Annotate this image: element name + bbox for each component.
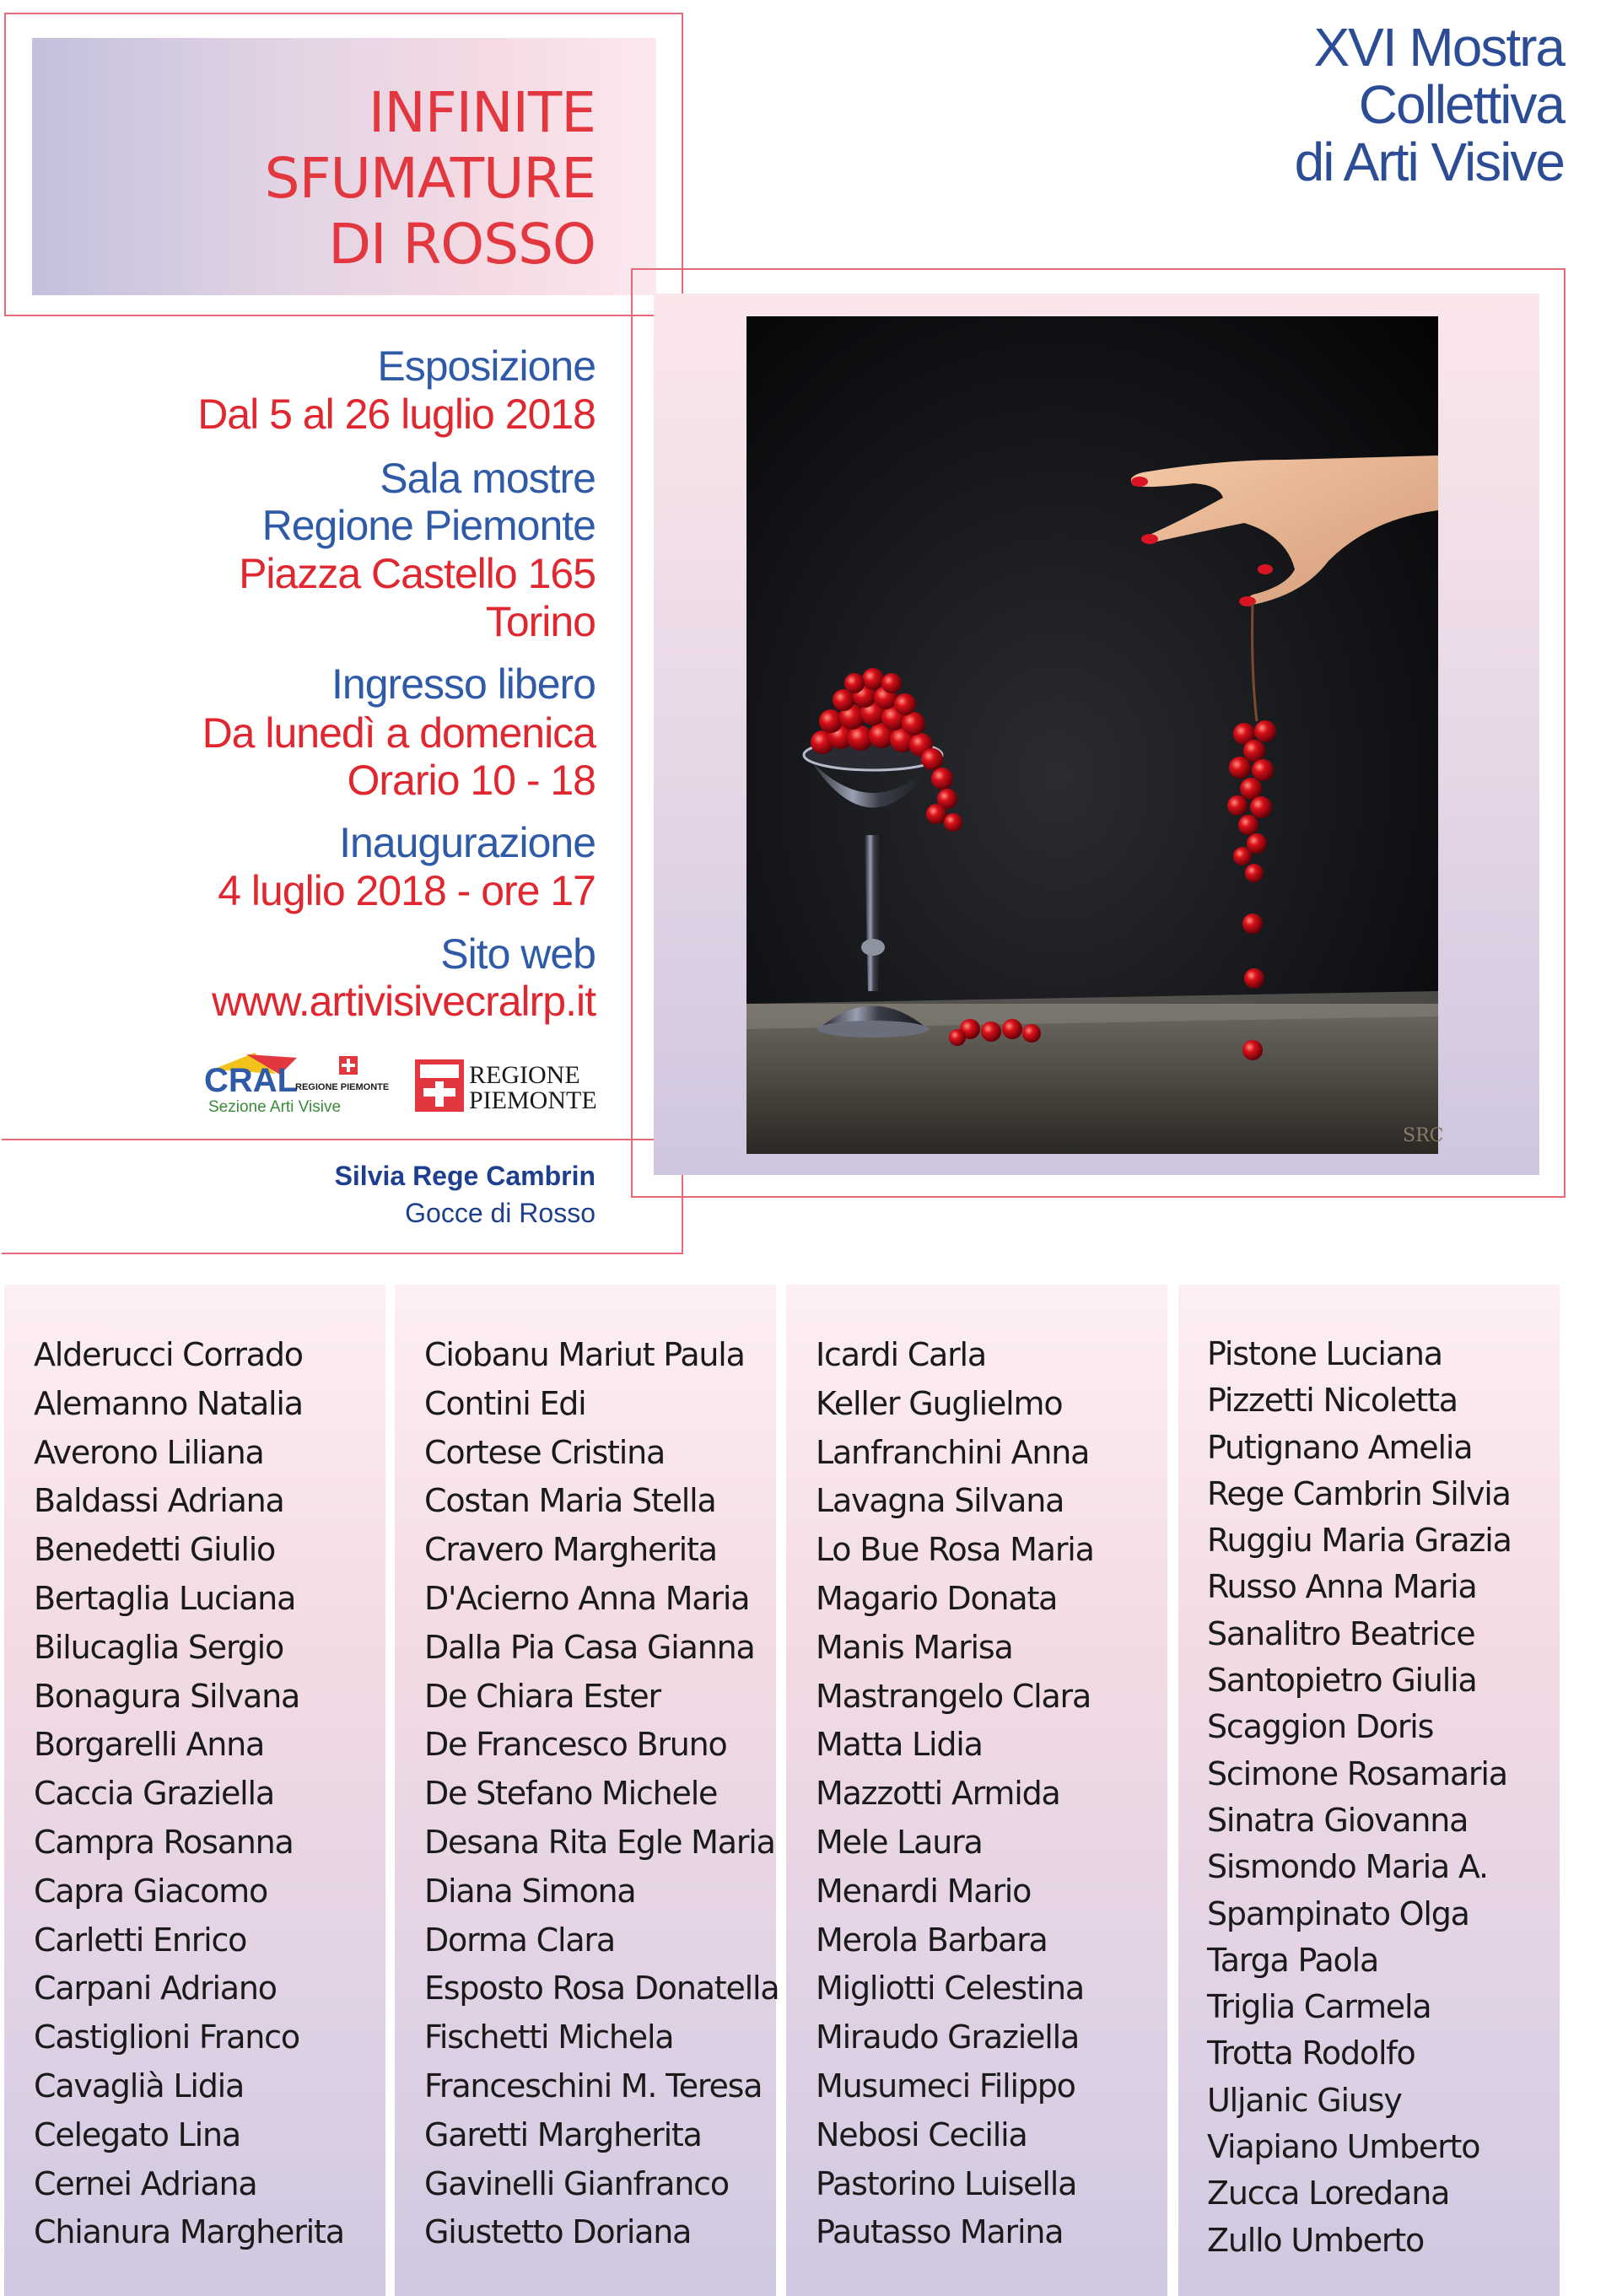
artist-name: Baldassi Adriana: [34, 1482, 284, 1520]
artist-name: Uljanic Giusy: [1207, 2081, 1402, 2119]
artist-name: Desana Rita Egle Maria: [424, 1823, 775, 1861]
cral-section: Sezione Arti Visive: [208, 1098, 342, 1116]
artist-name: Rege Cambrin Silvia: [1207, 1474, 1511, 1512]
artist-name: Zullo Umberto: [1207, 2221, 1425, 2259]
venue-city: Torino: [485, 598, 596, 645]
artist-name: De Francesco Bruno: [424, 1726, 727, 1764]
caption-frame: [2, 1139, 683, 1254]
regione-piemonte-logo: [415, 1058, 601, 1113]
artist-name: Cavaglià Lidia: [34, 2067, 245, 2105]
artist-name: Menardi Mario: [816, 1872, 1032, 1910]
artist-name: Bertaglia Luciana: [34, 1579, 296, 1617]
artist-name: Averono Liliana: [34, 1433, 264, 1471]
artists-column-1: [4, 1285, 385, 2296]
artist-name: Matta Lidia: [816, 1726, 983, 1764]
artist-name: Russo Anna Maria: [1207, 1568, 1477, 1606]
artist-name: Fischetti Michela: [424, 2018, 674, 2056]
artist-name: Icardi Carla: [816, 1336, 986, 1373]
artist-name: Ciobanu Mariut Paula: [424, 1336, 745, 1373]
website-label: Sito web: [440, 930, 596, 978]
artist-name: Ruggiu Maria Grazia: [1207, 1522, 1512, 1560]
artist-name: Alderucci Corrado: [34, 1336, 303, 1373]
painting-image: [746, 316, 1444, 1154]
regione-line1: REGIONE: [469, 1061, 580, 1089]
artist-name: Caccia Graziella: [34, 1775, 274, 1813]
venue-line1: Sala mostre: [380, 455, 596, 502]
exhibition-dates: Dal 5 al 26 luglio 2018: [197, 391, 596, 438]
artist-name: Manis Marisa: [816, 1628, 1013, 1666]
artist-name: Campra Rosanna: [34, 1823, 294, 1861]
artist-name: Zucca Loredana: [1207, 2175, 1450, 2212]
artist-name: Lavagna Silvana: [816, 1482, 1064, 1520]
artist-name: De Chiara Ester: [424, 1677, 660, 1715]
artist-name: Miraudo Graziella: [816, 2018, 1080, 2056]
exhibition-label: Esposizione: [377, 342, 596, 390]
artist-name: Lanfranchini Anna: [816, 1433, 1090, 1471]
venue-line2: Regione Piemonte: [261, 502, 596, 549]
artist-name: De Stefano Michele: [424, 1775, 718, 1813]
artist-name: Targa Paola: [1207, 1941, 1379, 1979]
artist-name: Costan Maria Stella: [424, 1482, 716, 1520]
artist-name: Sinatra Giovanna: [1207, 1801, 1469, 1839]
artist-name: Carletti Enrico: [34, 1921, 247, 1959]
artist-name: Contini Edi: [424, 1384, 586, 1422]
artist-name: Mazzotti Armida: [816, 1775, 1060, 1813]
artist-name: Viapiano Umberto: [1207, 2128, 1480, 2166]
painting-author: Silvia Rege Cambrin: [334, 1161, 596, 1191]
entry-label: Ingresso libero: [331, 660, 596, 708]
cral-wordmark: CRAL: [204, 1062, 299, 1099]
artist-name: Trotta Rodolfo: [1207, 2035, 1415, 2072]
artist-name: Cortese Cristina: [424, 1433, 666, 1471]
cral-logo: [196, 1053, 390, 1116]
artist-name: Scimone Rosamaria: [1207, 1754, 1507, 1792]
artists-list-1: [34, 1331, 344, 2257]
artist-name: Magario Donata: [816, 1579, 1058, 1617]
exhibition-title: INFINITE SFUMATURE DI ROSSO: [264, 80, 596, 277]
artist-name: Sanalitro Beatrice: [1207, 1614, 1475, 1652]
artist-name: Capra Giacomo: [34, 1872, 268, 1910]
artist-name: Keller Guglielmo: [816, 1384, 1063, 1422]
artist-name: Diana Simona: [424, 1872, 636, 1910]
artist-name: Lo Bue Rosa Maria: [816, 1531, 1094, 1569]
artist-name: Pizzetti Nicoletta: [1207, 1382, 1458, 1420]
artist-name: Chianura Margherita: [34, 2213, 344, 2251]
artist-name: Nebosi Cecilia: [816, 2115, 1027, 2153]
artist-name: Franceschini M. Teresa: [424, 2067, 763, 2105]
painting-signature: SRC: [1403, 1125, 1444, 1146]
artist-name: Mele Laura: [816, 1823, 983, 1861]
opening-days: Da lunedì a domenica: [202, 709, 596, 757]
artist-name: Alemanno Natalia: [34, 1384, 303, 1422]
artists-list-2: [424, 1331, 779, 2257]
artist-name: Santopietro Giulia: [1207, 1662, 1477, 1700]
inauguration-date: 4 luglio 2018 - ore 17: [218, 867, 596, 914]
artist-name: Dalla Pia Casa Gianna: [424, 1628, 755, 1666]
artist-name: Carpani Adriano: [34, 1970, 277, 2008]
artist-name: Giustetto Doriana: [424, 2213, 692, 2251]
artist-name: Esposto Rosa Donatella: [424, 1970, 779, 2008]
artist-name: Sismondo Maria A.: [1207, 1848, 1488, 1886]
artist-name: Castiglioni Franco: [34, 2018, 299, 2056]
opening-hours: Orario 10 - 18: [347, 757, 596, 804]
artist-name: Pistone Luciana: [1207, 1335, 1442, 1372]
edition-heading: XVI Mostra Collettiva di Arti Visive: [1294, 17, 1564, 192]
artist-name: Merola Barbara: [816, 1921, 1048, 1959]
regione-line2: PIEMONTE: [469, 1086, 597, 1114]
artist-name: Benedetti Giulio: [34, 1531, 276, 1569]
artist-name: Musumeci Filippo: [816, 2067, 1075, 2105]
artists-column-3: [786, 1285, 1167, 2296]
artist-name: Cernei Adriana: [34, 2164, 257, 2202]
artists-list-3: [816, 1331, 1094, 2257]
artist-name: Cravero Margherita: [424, 1531, 717, 1569]
artist-name: Spampinato Olga: [1207, 1894, 1469, 1932]
artist-name: Triglia Carmela: [1207, 1988, 1431, 2026]
website-url[interactable]: www.artivisivecralrp.it: [212, 978, 596, 1025]
artist-name: Putignano Amelia: [1207, 1428, 1473, 1466]
artist-name: Celegato Lina: [34, 2115, 240, 2153]
artist-name: Migliotti Celestina: [816, 1970, 1084, 2008]
artist-name: Pautasso Marina: [816, 2213, 1064, 2251]
artists-column-4: [1178, 1285, 1560, 2296]
artist-name: Garetti Margherita: [424, 2115, 702, 2153]
artists-column-2: [395, 1285, 779, 2296]
artist-name: Bilucaglia Sergio: [34, 1628, 284, 1666]
artist-name: Gavinelli Gianfranco: [424, 2164, 729, 2202]
artist-name: Dorma Clara: [424, 1921, 615, 1959]
artist-name: Bonagura Silvana: [34, 1677, 300, 1715]
painting-title: Gocce di Rosso: [405, 1198, 596, 1228]
cral-sub: REGIONE PIEMONTE: [295, 1082, 390, 1092]
artist-name: Mastrangelo Clara: [816, 1677, 1091, 1715]
artist-name: Pastorino Luisella: [816, 2164, 1077, 2202]
artist-name: Scaggion Doris: [1207, 1708, 1434, 1746]
venue-address: Piazza Castello 165: [239, 550, 596, 597]
artist-name: D'Acierno Anna Maria: [424, 1579, 750, 1617]
inauguration-label: Inaugurazione: [339, 819, 596, 866]
artists-list-4: [1207, 1331, 1512, 2264]
artist-name: Borgarelli Anna: [34, 1726, 265, 1764]
